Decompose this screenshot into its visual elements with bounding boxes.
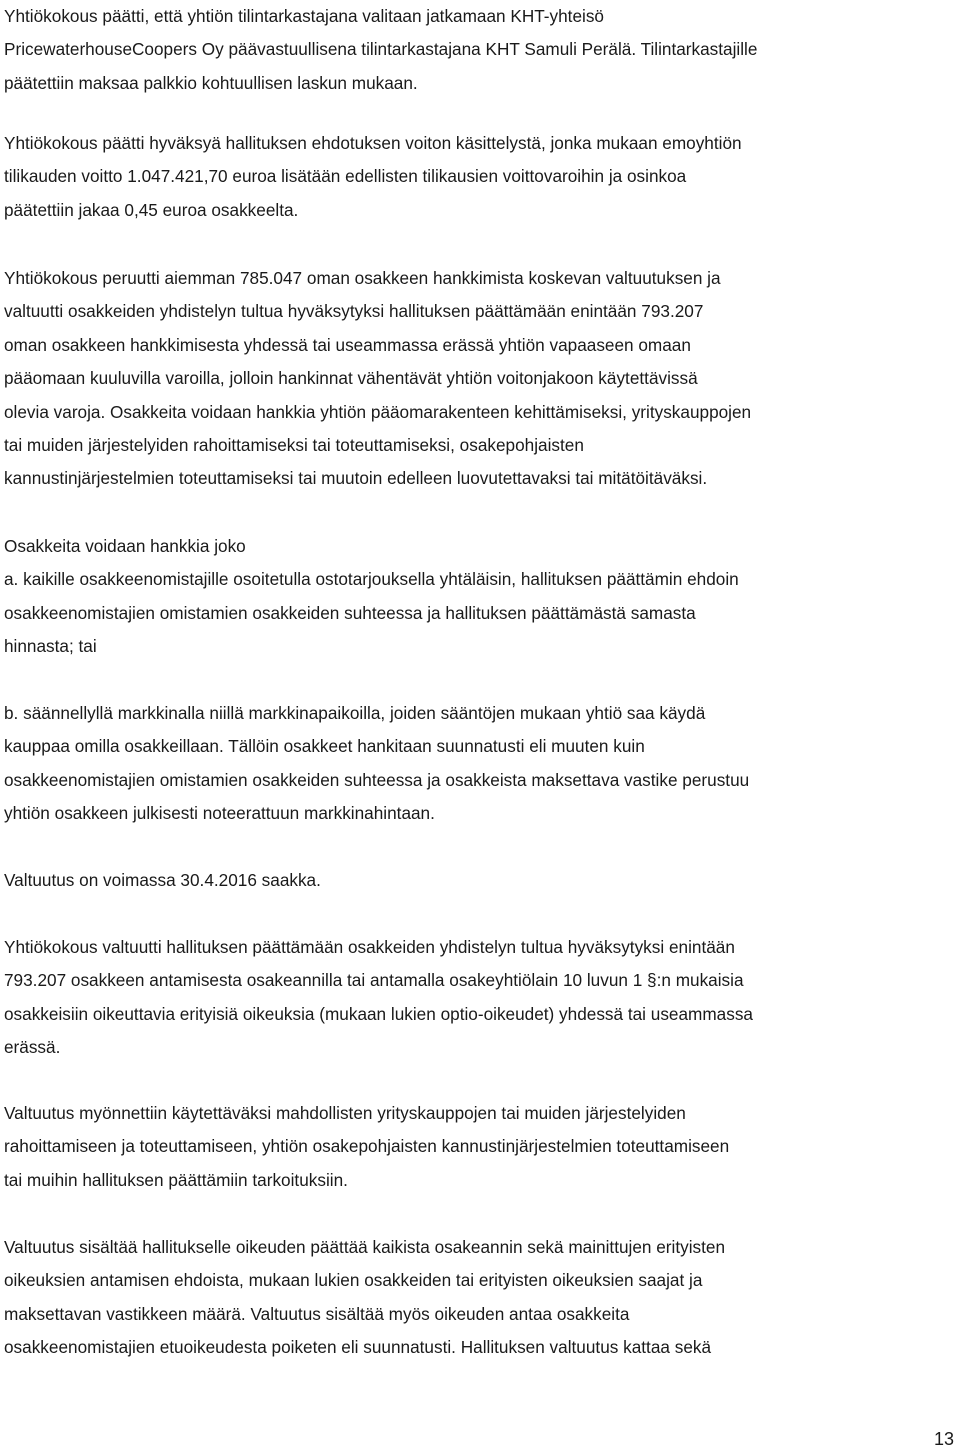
- text-line: Valtuutus myönnettiin käytettäväksi mahdollisten yrityskauppojen tai muiden järjestelyiden: [4, 1103, 686, 1123]
- paragraph-validity: [4, 864, 954, 897]
- paragraph-repurchase-option-a: [4, 530, 954, 664]
- text-line: valtuutti osakkeiden yhdistelyn tultua hyväksytyksi hallituksen päättämään enintään 793.207: [4, 301, 704, 322]
- text-line: osakkeenomistajien etuoikeudesta poiketen eli suunnatusti. Hallituksen valtuutus kattaa sekä: [4, 1337, 712, 1358]
- text-line: päätettiin jakaa 0,45 euroa osakkeelta.: [4, 199, 299, 220]
- text-line: tai muihin hallituksen päättämiin tarkoituksiin.: [4, 1169, 348, 1190]
- text-line: PricewaterhouseCoopers Oy päävastuullisena tilintarkastajana KHT Samuli Perälä. Tilintarkastajille: [4, 39, 758, 60]
- text-line: osakkeenomistajien omistamien osakkeiden suhteessa ja hallituksen päättämästä samasta: [4, 602, 696, 623]
- text-line: Yhtiökokous valtuutti hallituksen päättämään osakkeiden yhdistelyn tultua hyväksytyksi enintään: [4, 937, 735, 957]
- paragraph-authorization-terms: [4, 1231, 954, 1365]
- text-line: oikeuksien antamisen ehdoista, mukaan lukien osakkeiden tai erityisten oikeuksien saajat ja: [4, 1270, 703, 1291]
- text-line: Valtuutus sisältää hallitukselle oikeuden päättää kaikista osakeannin sekä mainittujen erityisten: [4, 1237, 726, 1257]
- text-line: oman osakkeen hankkimisesta yhdessä tai useammassa erässä yhtiön vapaaseen omaan: [4, 334, 691, 355]
- text-line: hinnasta; tai: [4, 636, 97, 657]
- text-line: kauppaa omilla osakkeillaan. Tällöin osakkeet hankitaan suunnatusti eli muuten kuin: [4, 736, 645, 757]
- text-line: päätettiin maksaa palkkio kohtuullisen laskun mukaan.: [4, 72, 418, 93]
- paragraph-share-issue: [4, 931, 954, 1065]
- paragraph-auditor: [4, 0, 954, 100]
- text-line: kannustinjärjestelmien toteuttamiseksi tai muutoin edelleen luovutettavaksi tai mitätöitäväksi.: [4, 468, 708, 489]
- text-line: b. säännellyllä markkinalla niillä markkinapaikoilla, joiden sääntöjen mukaan yhtiö saa käydä: [4, 703, 706, 723]
- paragraph-profit-distribution: [4, 127, 954, 227]
- text-line: osakkeisiin oikeuttavia erityisiä oikeuksia (mukaan lukien optio-oikeudet) yhdessä tai useammassa: [4, 1003, 753, 1024]
- text-line: rahoittamiseen ja toteuttamiseen, yhtiön osakepohjaisten kannustinjärjestelmien toteuttamiseen: [4, 1136, 730, 1157]
- text-line: osakkeenomistajien omistamien osakkeiden suhteessa ja osakkeista maksettava vastike perustuu: [4, 769, 750, 790]
- text-line: tilikauden voitto 1.047.421,70 euroa lisätään edellisten tilikausien voittovaroihin ja osinkoa: [4, 166, 687, 187]
- text-line: Yhtiökokous päätti, että yhtiön tilintarkastajana valitaan jatkamaan KHT-yhteisö: [4, 6, 604, 26]
- text-line: Osakkeita voidaan hankkia joko: [4, 536, 246, 556]
- text-line: erässä.: [4, 1037, 61, 1058]
- paragraph-share-repurchase: [4, 262, 954, 496]
- text-line: 793.207 osakkeen antamisesta osakeannilla tai antamalla osakeyhtiölain 10 luvun 1 §:n mukaisia: [4, 970, 744, 991]
- text-line: Yhtiökokous päätti hyväksyä hallituksen ehdotuksen voiton käsittelystä, jonka mukaan emoyhtiön: [4, 133, 742, 153]
- document-page: [4, 0, 954, 1451]
- paragraph-authorization-purpose: [4, 1097, 954, 1197]
- page-number: 13: [933, 1429, 954, 1449]
- text-line: olevia varoja. Osakkeita voidaan hankkia yhtiön pääomarakenteen kehittämiseksi, yrityskauppojen: [4, 401, 752, 422]
- text-line: yhtiön osakkeen julkisesti noteerattuun markkinahintaan.: [4, 803, 435, 824]
- paragraph-repurchase-option-b: [4, 697, 954, 831]
- text-line: Yhtiökokous peruutti aiemman 785.047 oman osakkeen hankkimista koskevan valtuutuksen ja: [4, 268, 721, 288]
- text-line: a. kaikille osakkeenomistajille osoitetulla ostotarjouksella yhtäläisin, hallituksen päättämin ehdoin: [4, 569, 739, 590]
- text-line: Valtuutus on voimassa 30.4.2016 saakka.: [4, 870, 321, 890]
- text-line: maksettavan vastikkeen määrä. Valtuutus sisältää myös oikeuden antaa osakkeita: [4, 1303, 630, 1324]
- text-line: tai muiden järjestelyiden rahoittamiseksi tai toteuttamiseksi, osakepohjaisten: [4, 434, 584, 455]
- text-line: pääomaan kuuluvilla varoilla, jolloin hankinnat vähentävät yhtiön voitonjakoon käytettävissä: [4, 368, 698, 389]
